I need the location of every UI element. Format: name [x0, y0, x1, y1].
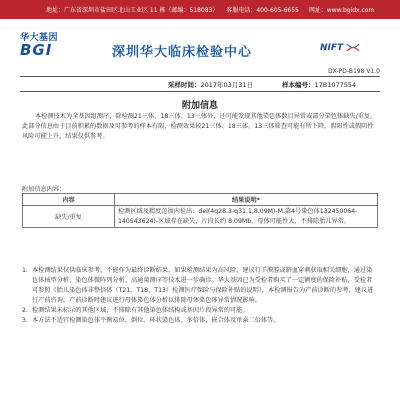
- table-row: [23, 206, 378, 228]
- header-result: 结果说明*: [115, 194, 378, 206]
- logo-english-text: BGI: [20, 41, 53, 59]
- note-item: [22, 316, 378, 326]
- service-phone-text: 客服电话：400-605-6655: [226, 7, 299, 14]
- document-code: DX-PD-B198 V1.0: [328, 68, 380, 75]
- notes-list: [22, 266, 378, 326]
- dna-icon: [346, 43, 360, 52]
- table-header-row: [23, 194, 378, 206]
- note-item: [22, 266, 378, 306]
- sample-date-label: 采样时间：: [168, 81, 201, 89]
- sample-number: [282, 80, 356, 89]
- logo-chinese-text: 华大基因: [20, 33, 59, 43]
- header-content: 内容: [23, 194, 115, 206]
- note-number: 1.: [22, 267, 28, 274]
- note-text: 本检测结果仅供临床参考，不能作为最终诊断结果。如果检测结果为高风险，建议行羊膜腔或脐血穿刺获取相关细胞，通过染色体核型分析、染色体微阵列分析、高通量测序等技术进一步确诊。华大基因已为受检者购买了一定额度的保险补贴，受检者可参照《胎儿染色体非整倍体（T21、T18、T13）检测医疗保险与保险补贴的说明》，本检测报告为产前诊断的参考，建议进行产前咨询。产前诊断时建议进行母体染色体分析以排除母体染色体异常情况影响。: [32, 267, 374, 304]
- note-text: 检测结果未标示的其他区域，不排除有其他染色体结构或基因片段异常的可能。: [32, 307, 249, 314]
- findings-table: [22, 193, 378, 228]
- row-content: 缺失/重复: [23, 206, 115, 228]
- intro-paragraph: 本检测技术为全基因组测序，除检测21三体、18三体、13三体外，还可能发现其他染色体数目异常或部分染色体缺失/重复。此部分信息由于目前积累的数据及可参考的样本有限，检测效果较21三体、18三体、13三体筛查可能有所下降，假阳性或假阴性风险可能上升，结果仅供参考。: [22, 113, 377, 140]
- top-contact-bar: [0, 0, 400, 19]
- nift-logo: [320, 43, 360, 53]
- website-text: 网址：www.bgidx.com: [308, 7, 375, 14]
- note-text: 本方法不适宜检测染色体平衡易位、倒位、环状染色体、多倍体、嵌合体及单亲二倍体等。: [32, 317, 280, 324]
- header-rule-bottom: [20, 91, 380, 92]
- note-number: 3.: [22, 317, 28, 324]
- sample-number-label: 样本编号：: [282, 81, 315, 89]
- sample-number-value: 17B1077554: [314, 81, 357, 89]
- sample-date-value: 2017年03月31日: [200, 81, 254, 89]
- table-caption: 附加信息内容：: [22, 186, 66, 193]
- nift-logo-text: NIFT: [320, 43, 344, 53]
- sample-meta-row: [20, 79, 380, 90]
- bgi-logo: [20, 30, 80, 60]
- sample-date: [168, 80, 253, 89]
- address-text: 地址：广东省深圳市盐田区北山工业区 11 栋（邮编：518083）: [46, 7, 219, 14]
- note-item: [22, 306, 378, 316]
- header-rule-top: [20, 76, 380, 77]
- row-result: 检测区域及精度范围内检出：del(4q28.3-q31.1,8.09M)-M,第4号染色体132450064-140543624)-区域存在缺失，片段长约 8.09Mb，母体可能性大，不排除胎儿异常。: [115, 206, 378, 228]
- note-number: 2.: [22, 307, 28, 314]
- center-title: 深圳华大临床检验中心: [112, 45, 253, 60]
- section-title: 附加信息: [181, 101, 218, 111]
